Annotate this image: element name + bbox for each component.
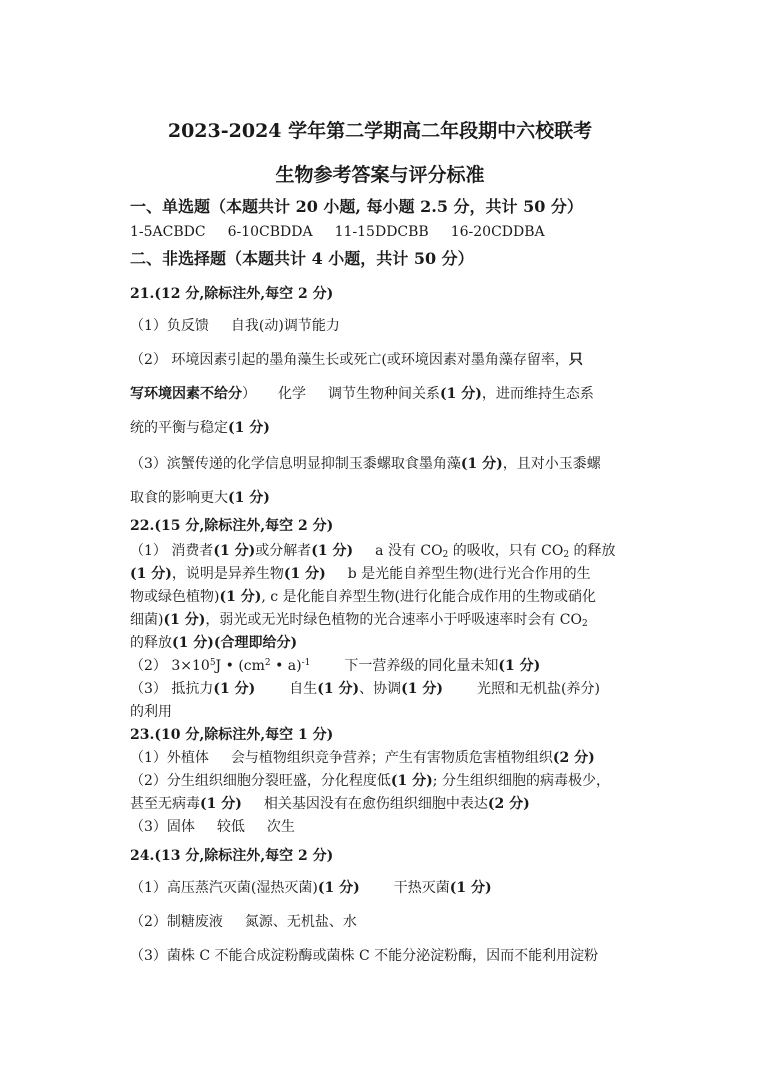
q24-header: 24.(13 分,除标注外,每空 2 分) xyxy=(130,848,334,864)
q21-answer-2-line3: 统的平衡与稳定(1 分) xyxy=(130,420,270,436)
q23-line-1: （1）外植体 会与植物组织竞争营养；产生有害物质危害植物组织(2 分) xyxy=(130,750,595,766)
document-title: 2023-2024 学年第二学期高二年段期中六校联考 xyxy=(167,120,593,142)
q24-line-3: （3）菌株 C 不能合成淀粉酶或菌株 C 不能分泌淀粉酶，因而不能利用淀粉 xyxy=(130,948,599,964)
q22-line-3: 物或绿色植物)(1 分), c 是化能自养型生物(进行化能合成作用的生物或硝化 xyxy=(130,589,596,605)
q24-line-1: （1）高压蒸汽灭菌(湿热灭菌)(1 分) 干热灭菌(1 分) xyxy=(130,880,492,896)
answer-group: 6-10CBDDA xyxy=(227,224,313,240)
q23-line-2: （2）分生组织细胞分裂旺盛，分化程度低(1 分); 分生组织细胞的病毒极少， xyxy=(130,773,610,789)
q21-answer-1: （1）负反馈 自我(动)调节能力 xyxy=(130,318,340,334)
q22-line-6: （2） $3\times 10^5J$ • ($cm^2$ • a)$^{-1}$ 下一营养级的同化量未知(1 分) xyxy=(130,658,541,674)
q22-line-2: (1 分)，说明是异养生物(1 分) b 是光能自养型生物(进行光合作用的生 xyxy=(130,566,591,582)
q22-line-5: 的释放(1 分)(合理即给分) xyxy=(130,635,298,651)
q22-line-8: 的利用 xyxy=(130,704,172,720)
q22-header: 22.(15 分,除标注外,每空 2 分) xyxy=(130,518,334,534)
section1-heading: 一、单选题（本题共计 20 小题, 每小题 2.5 分，共计 50 分） xyxy=(130,197,583,216)
answer-group: 16-20CDDBA xyxy=(450,224,545,240)
document-subtitle: 生物参考答案与评分标准 xyxy=(275,164,485,186)
section1-answers xyxy=(130,222,545,242)
q24-line-2: （2）制糖废液 氮源、无机盐、水 xyxy=(130,914,357,930)
section2-heading: 二、非选择题（本题共计 4 小题，共计 50 分） xyxy=(130,249,474,268)
q21-answer-3-line2: 取食的影响更大(1 分) xyxy=(130,490,270,506)
q21-answer-2-line1: （2） 环境因素引起的墨角藻生长或死亡(或环境因素对墨角藻存留率，只 xyxy=(130,352,583,368)
q21-answer-2-line2: 写环境因素不给分） 化学 调节生物种间关系(1 分)，进而维持生态系 xyxy=(130,386,594,402)
q23-line-3: 甚至无病毒(1 分) 相关基因没有在愈伤组织细胞中表达(2 分) xyxy=(130,796,530,812)
q22-line-4: 细菌)(1 分)，弱光或无光时绿色植物的光合速率小于呼吸速率时会有 $CO_2$ xyxy=(130,612,588,629)
q23-header: 23.(10 分,除标注外,每空 1 分) xyxy=(130,727,334,743)
q21-answer-3-line1: （3）滨蟹传递的化学信息明显抑制玉黍螺取食墨角藻(1 分)，且对小玉黍螺 xyxy=(130,456,601,472)
answer-group: 1-5ACBDC xyxy=(130,224,206,240)
q22-line-1: （1） 消费者(1 分)或分解者(1 分) a 没有 $CO_2$ 的吸收，只有 $CO_2$ 的释放 xyxy=(130,543,616,560)
answer-group: 11-15DDCBB xyxy=(334,224,429,240)
q21-header: 21.(12 分,除标注外,每空 2 分) xyxy=(130,286,334,302)
q22-line-7: （3） 抵抗力(1 分) 自生(1 分)、协调(1 分) 光照和无机盐(养分) xyxy=(130,681,600,697)
q23-line-4: （3）固体 较低 次生 xyxy=(130,819,295,835)
